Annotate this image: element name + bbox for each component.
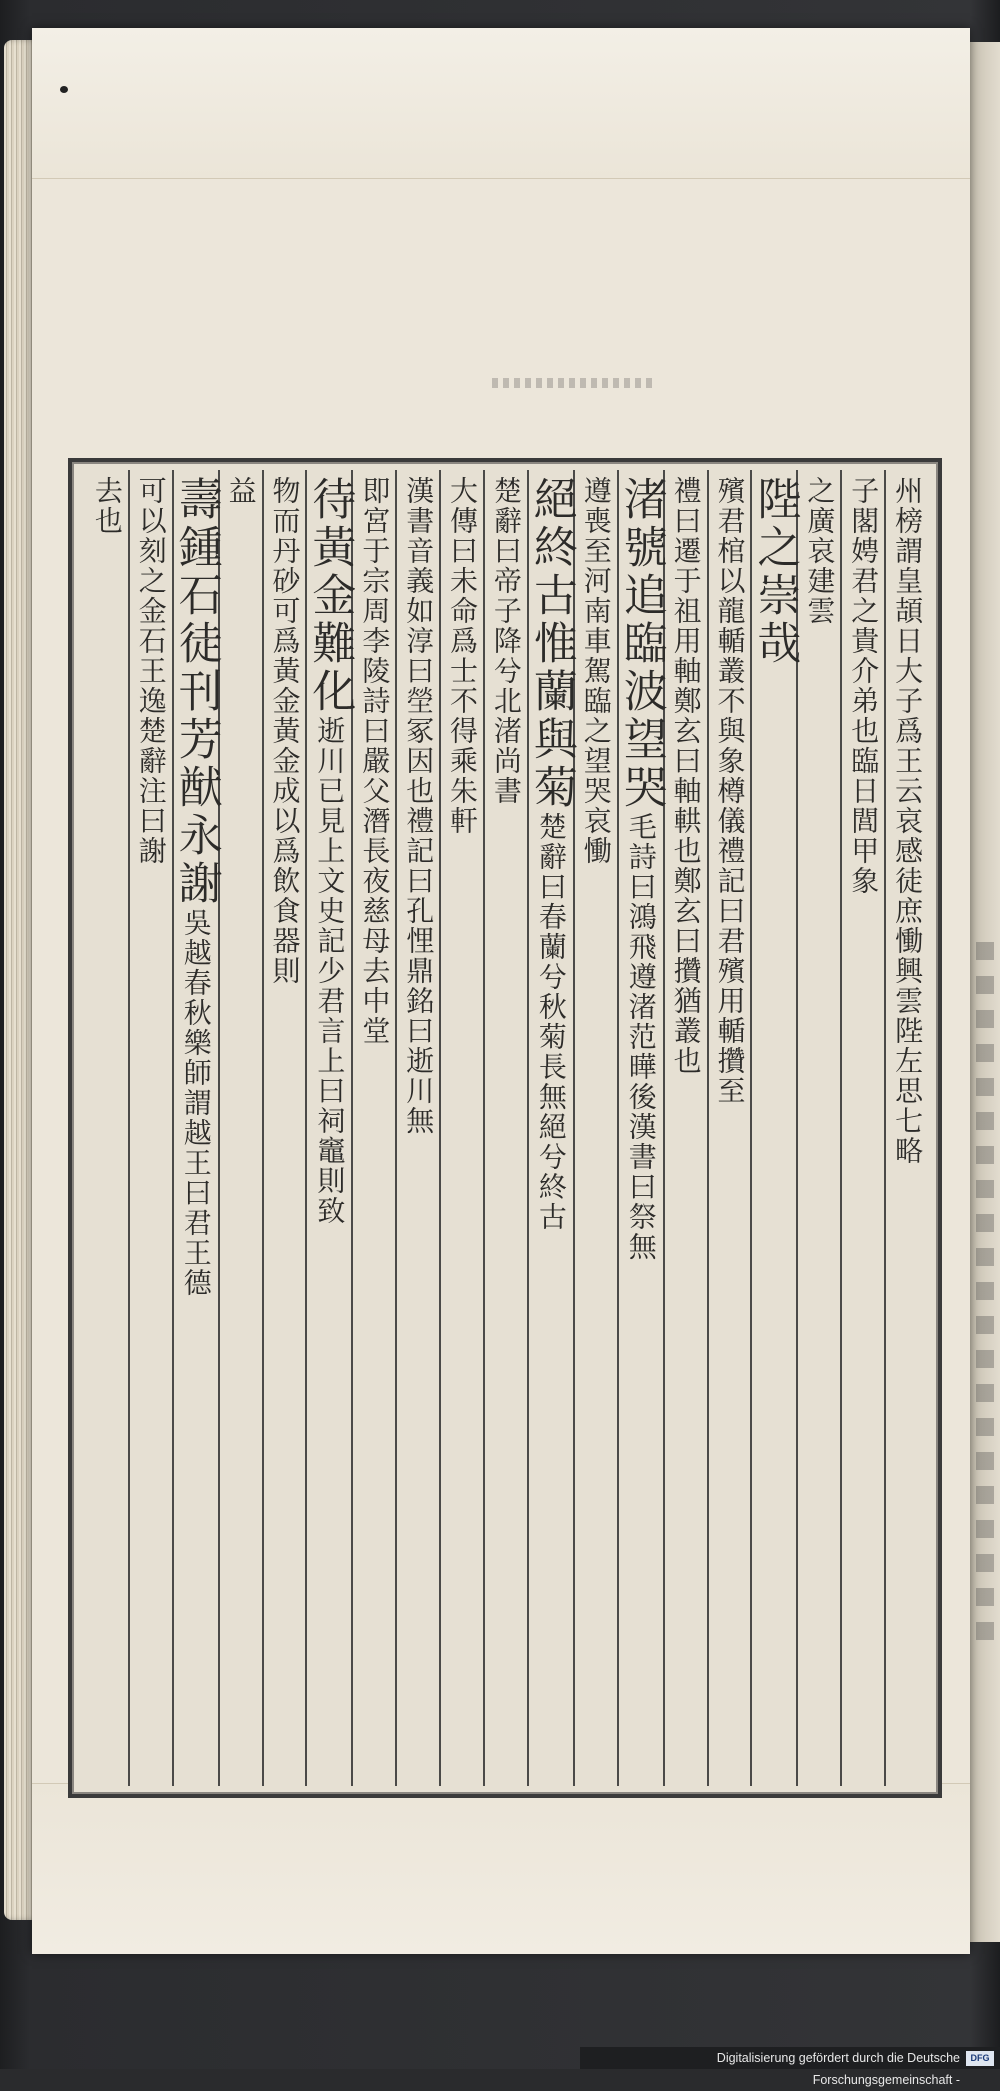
text-column [573, 470, 617, 1786]
text-column [351, 470, 395, 1786]
facing-page-edge [970, 42, 1000, 1942]
commentary-text: 楚辭曰帝子降兮北渚尚書 [489, 476, 523, 806]
commentary-text: 禮曰遷于祖用軸鄭玄曰軸輁也鄭玄曰攢猶叢也 [669, 476, 703, 1076]
commentary-text: 州榜謂皇頡日大子爲王云哀感徒庶慟興雲陛左思七略 [891, 476, 925, 1166]
text-column [395, 470, 439, 1786]
text-column [525, 470, 577, 1786]
commentary-text: 毛詩曰鴻飛遵渚范曄後漢書曰祭無 [624, 812, 658, 1262]
column-text [749, 470, 801, 1786]
main-text: 渚號追臨波望哭 [615, 476, 667, 812]
commentary-text: 即宮于宗周李陵詩曰嚴父潛長夜慈母去中堂 [358, 476, 392, 1046]
column-text [525, 470, 577, 1786]
column-text [891, 470, 925, 1786]
commentary-text: 子閣娉君之貴介弟也臨日閭甲象 [847, 476, 881, 896]
main-text: 壽鍾石徒刊芳猷永謝 [170, 476, 222, 908]
column-text [446, 470, 480, 1786]
text-column [439, 470, 483, 1786]
book-leaf [32, 28, 970, 1954]
commentary-text: 物而丹砂可爲黃金黃金成以爲飲食器則 [268, 476, 302, 986]
ink-spot [60, 86, 68, 93]
commentary-text: 吳越春秋樂師謂越王曰君王德 [179, 908, 213, 1298]
column-text [358, 470, 392, 1786]
commentary-text: 可以刻之金石王逸楚辭注曰謝 [134, 476, 168, 866]
column-text [268, 470, 302, 1786]
text-frame [68, 458, 942, 1798]
text-columns [86, 470, 928, 1786]
text-column [663, 470, 707, 1786]
column-text [489, 470, 523, 1786]
text-column [304, 470, 356, 1786]
leaf-top-margin [32, 28, 970, 179]
text-column [218, 470, 262, 1786]
dfg-logo: DFG [966, 2051, 994, 2066]
commentary-text: 殯君棺以龍輴叢不與象樽儀禮記曰君殯用輴攢至 [713, 476, 747, 1106]
column-text [579, 470, 613, 1786]
commentary-text: 遵喪至河南車駕臨之望哭哀慟 [579, 476, 613, 866]
text-column [840, 470, 884, 1786]
commentary-text: 之廣哀建雲 [803, 476, 837, 626]
column-text [90, 470, 124, 1786]
text-column [262, 470, 306, 1786]
commentary-text: 益 [224, 476, 258, 506]
text-column [615, 470, 667, 1786]
digitization-credit: Digitalisierung gefördert durch die Deutsche Forschungsgemeinschaft - [580, 2047, 1000, 2069]
column-text [170, 470, 222, 1786]
main-text: 待黃金難化 [304, 476, 356, 716]
column-text [134, 470, 168, 1786]
main-text: 絕終古惟蘭與菊 [525, 476, 577, 812]
text-column [707, 470, 751, 1786]
column-text [847, 470, 881, 1786]
text-column [796, 470, 840, 1786]
commentary-text: 逝川已見上文史記少君言上曰祠竈則致 [313, 716, 347, 1226]
column-text [669, 470, 703, 1786]
commentary-text: 楚辭曰春蘭兮秋菊長無絕兮終古 [534, 812, 568, 1232]
commentary-text: 去也 [90, 476, 124, 536]
facing-page-text-trace [976, 942, 994, 1642]
text-column [483, 470, 527, 1786]
commentary-text: 大傳曰未命爲士不得乘朱軒 [446, 476, 480, 836]
text-column [884, 470, 928, 1786]
text-column [128, 470, 172, 1786]
text-column [170, 470, 222, 1786]
text-column [749, 470, 801, 1786]
column-text [402, 470, 436, 1786]
leaf-bottom-margin [32, 1783, 970, 1954]
column-text [803, 470, 837, 1786]
column-text [615, 470, 667, 1786]
column-text [304, 470, 356, 1786]
column-text [713, 470, 747, 1786]
main-text: 陛之崇哉 [749, 476, 801, 668]
faint-print-mark [492, 378, 652, 388]
text-column [86, 470, 128, 1786]
column-text [224, 470, 258, 1786]
commentary-text: 漢書音義如淳曰塋冢因也禮記曰孔悝鼎銘曰逝川無 [402, 476, 436, 1136]
